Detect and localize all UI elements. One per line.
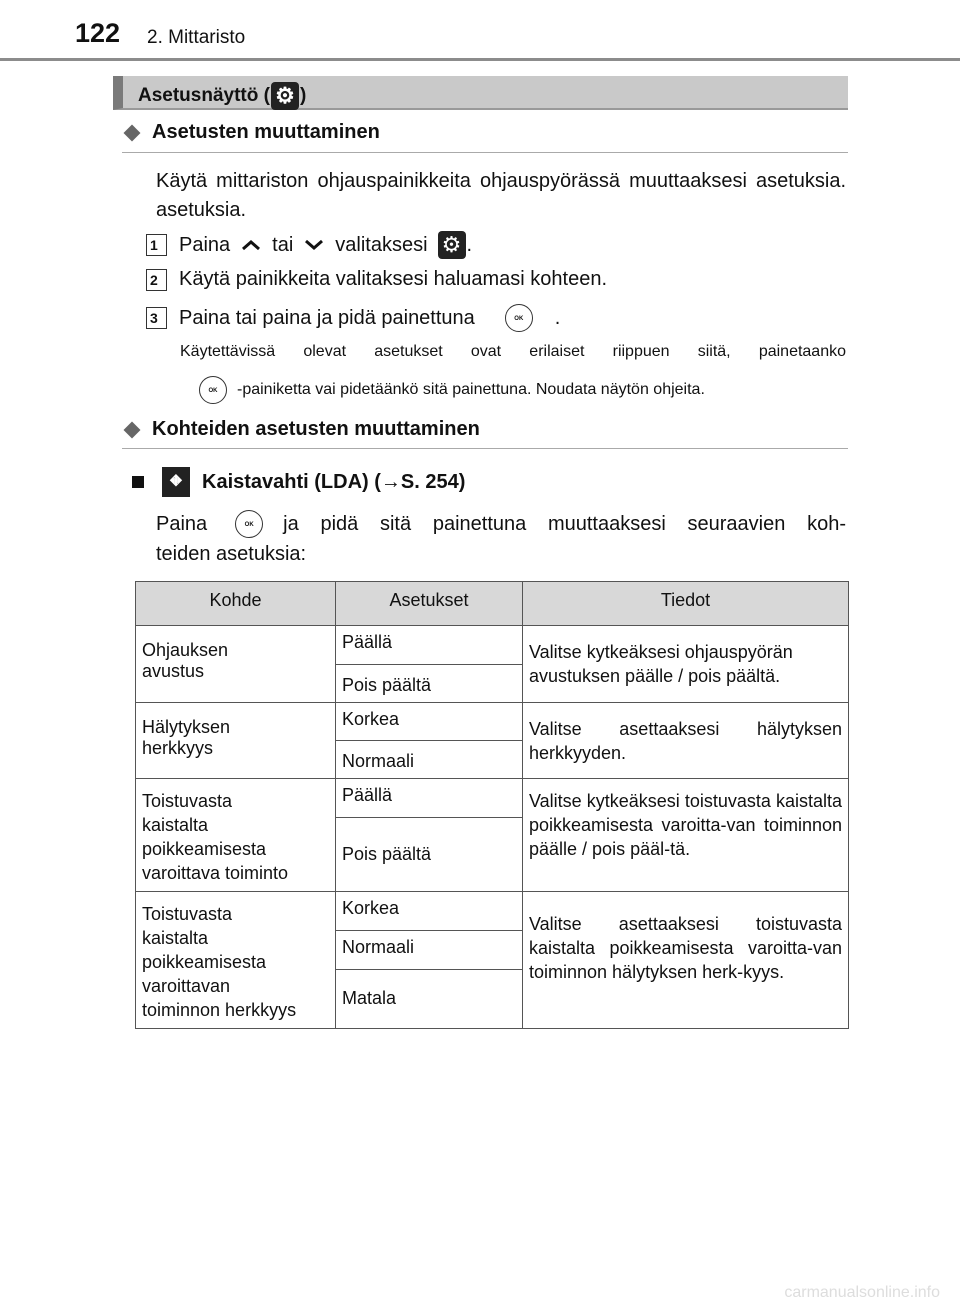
lda-text: ja pidä sitä painettuna muuttaaksesi seuraavien koh- xyxy=(283,513,846,535)
note-line-1 xyxy=(180,343,846,361)
ok-button-icon: OK xyxy=(505,304,533,332)
column-header: Tiedot xyxy=(523,582,849,626)
step-number: 2 xyxy=(146,269,167,291)
subsection-title: Asetusten muuttaminen xyxy=(152,121,380,143)
table-row xyxy=(136,626,849,665)
lda-intro-line-2: teiden asetuksia: xyxy=(156,543,307,565)
header-rule xyxy=(0,58,960,61)
table-row xyxy=(136,779,849,818)
table-row xyxy=(136,892,849,931)
intro-text: Käytä mittariston ohjauspainikkeita ohjauspyörässä muuttaaksesi asetuksia. xyxy=(156,170,846,192)
lda-intro-line-1 xyxy=(156,507,846,541)
setting-cell: Pois päältä xyxy=(336,665,523,703)
setting-cell: Normaali xyxy=(336,741,523,779)
setting-cell: Matala xyxy=(336,969,523,1028)
step-3 xyxy=(146,304,560,332)
intro-line-1 xyxy=(156,164,846,198)
setting-cell: Päällä xyxy=(336,779,523,818)
info-cell: Valitse asettaaksesi toistuvasta kaistalta poikkeamisesta varoitta-van toiminnon hälytyksen herk-kyys. xyxy=(523,892,849,1029)
setting-cell: Normaali xyxy=(336,930,523,969)
table-row xyxy=(136,703,849,741)
note-line-2 xyxy=(199,376,705,404)
section-bar xyxy=(113,76,848,110)
lane-departure-alert-icon: ⛖ xyxy=(162,467,190,497)
step-number: 1 xyxy=(146,234,167,256)
info-cell: Valitse kytkeäksesi toistuvasta kaistalta poikkeamisesta varoitta-van toiminnon päälle / pois pääl-tä. xyxy=(523,779,849,892)
note-text: Käytettävissä olevat asetukset ovat erilaiset riippuen siitä, painetaanko xyxy=(180,343,846,360)
subsection-heading-1 xyxy=(122,121,380,144)
item-cell: Toistuvasta kaistalta poikkeamisesta varoittavan toiminnon herkkyys xyxy=(136,892,336,1029)
ok-button-icon: OK xyxy=(199,376,227,404)
setting-cell: Korkea xyxy=(336,892,523,931)
setting-cell: Pois päältä xyxy=(336,818,523,892)
page-number: 122 xyxy=(75,18,121,48)
chevron-down-icon xyxy=(301,234,327,257)
column-header: Asetukset xyxy=(336,582,523,626)
ok-button-icon: OK xyxy=(235,510,263,538)
lda-title: Kaistavahti (LDA) (→S. 254) xyxy=(202,470,466,493)
diamond-icon xyxy=(124,124,141,141)
step-2 xyxy=(146,268,607,291)
step-text: . xyxy=(466,233,473,256)
intro-line-2: asetuksia. xyxy=(156,199,247,221)
info-cell: Valitse asettaaksesi hälytyksen herkkyyden. xyxy=(523,703,849,779)
square-bullet-icon xyxy=(132,476,144,488)
item-cell: Toistuvasta kaistalta poikkeamisesta varoittava toiminto xyxy=(136,779,336,892)
step-text: . xyxy=(554,306,561,329)
step-text: Paina tai paina ja pidä painettuna xyxy=(179,306,475,329)
step-text: valitaksesi xyxy=(335,233,428,256)
chapter-title: 2. Mittaristo xyxy=(147,27,246,48)
step-number: 3 xyxy=(146,307,167,329)
subsection-heading-2 xyxy=(122,418,480,441)
item-cell: Ohjauksen avustus xyxy=(136,626,336,703)
settings-table xyxy=(135,581,849,1029)
setting-cell: Korkea xyxy=(336,703,523,741)
table-header-row xyxy=(136,582,849,626)
step-text: tai xyxy=(272,233,294,256)
chevron-up-icon xyxy=(238,234,264,257)
info-cell: Valitse kytkeäksesi ohjauspyörän avustuksen päälle / pois päältä. xyxy=(523,626,849,703)
column-header: Kohde xyxy=(136,582,336,626)
lda-text: Paina xyxy=(156,513,208,535)
step-text: Käytä painikkeita valitaksesi haluamasi kohteen. xyxy=(179,268,608,290)
step-text: Paina xyxy=(179,233,231,256)
diamond-icon xyxy=(124,421,141,438)
section-title xyxy=(138,82,306,110)
lda-heading xyxy=(132,467,465,497)
settings-gear-icon: ⚙ xyxy=(271,82,299,110)
subsection-rule xyxy=(122,152,848,153)
subsection-rule xyxy=(122,448,848,449)
settings-gear-icon: ⚙ xyxy=(438,231,466,259)
section-title-before: Asetusnäyttö ( xyxy=(138,85,270,106)
section-title-after: ) xyxy=(299,85,307,106)
step-1 xyxy=(146,231,472,259)
item-cell: Hälytyksen herkkyys xyxy=(136,703,336,779)
setting-cell: Päällä xyxy=(336,626,523,665)
footer-watermark: carmanualsonline.info xyxy=(784,1284,940,1301)
note-text: -painiketta vai pidetäänkö sitä painettuna. Noudata näytön ohjeita. xyxy=(237,381,705,398)
subsection-title: Kohteiden asetusten muuttaminen xyxy=(152,418,480,440)
